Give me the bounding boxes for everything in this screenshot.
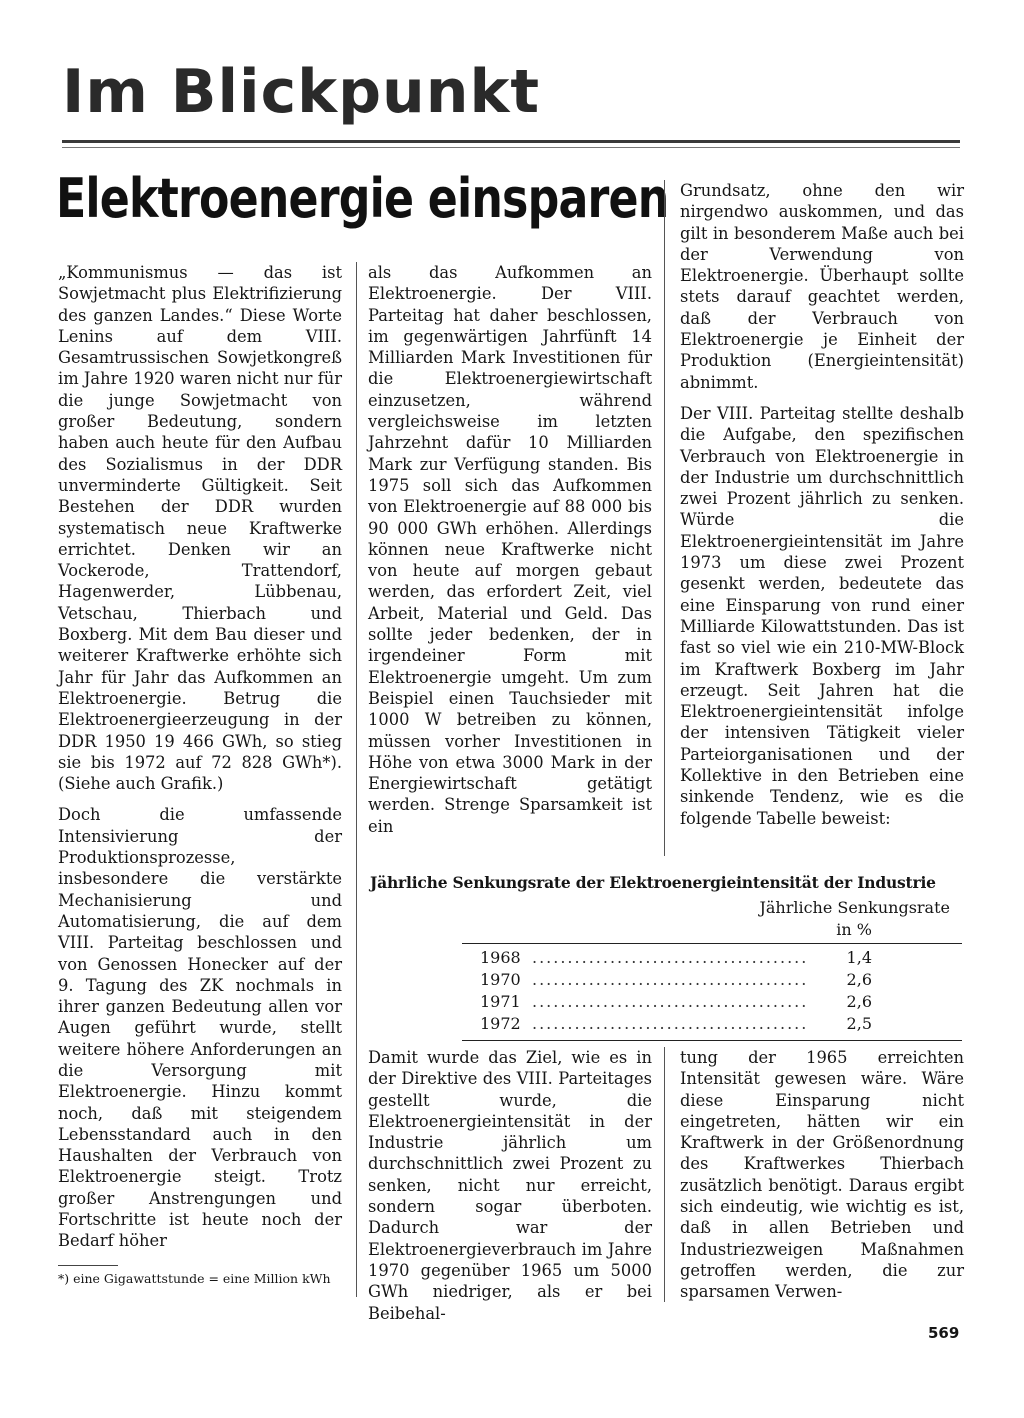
table-rate: 2,6 <box>846 970 872 989</box>
paragraph: tung der 1965 erreichten Intensität gewesen wäre. Wäre diese Einsparung nicht eingetreten, hätten wir ein Kraftwerk in der Größenordnung des Kraftwerkes Thierbach zusätzlich benötigt. Daraus ergibt sich eindeutig, wie wichtig es ist, daß in allen Betrieben und Industriezweigen Maßnahmen getroffen werden, die zur sparsamen Verwen- <box>680 1048 964 1302</box>
table-year: 1972 <box>480 1014 521 1033</box>
table-year: 1970 <box>480 970 521 989</box>
paragraph: als das Aufkommen an Elektroenergie. Der VIII. Parteitag hat daher beschlossen, im gegenwärtigen Jahrfünft 14 Milliarden Mark Investitionen für die Elektroenergiewirtschaft einzusetzen, während vergleichsweise im letzten Jahrzehnt dafür 10 Milliarden Mark zur Verfügung standen. Bis 1975 soll sich das Aufkommen von Elektroenergie auf 88 000 bis 90 000 GWh erhöhen. Allerdings können neue Kraftwerke nicht von heute auf morgen gebaut werden, das erfordert Zeit, viel Arbeit, Material und Geld. Das sollte jeder bedenken, der in irgendeiner Form mit Elektroenergie umgeht. Um zum Beispiel einen Tauchsieder mit 1000 W betreiben zu können, müssen vorher Investitionen in Höhe von etwa 3000 Mark in der Energiewirtschaft getätigt werden. Strenge Sparsamkeit ist ein <box>368 263 652 836</box>
table-rule-top <box>462 943 962 944</box>
section-heading: Im Blickpunkt <box>62 57 541 127</box>
table-header <box>700 897 950 941</box>
paragraph: „Kommunismus — das ist Sowjetmacht plus Elektrifizierung des ganzen Landes.“ Diese Worte Lenins auf dem VIII. Gesamtrussischen Sowjetkongreß im Jahre 1920 waren nicht nur für die junge Sowjetmacht von großer Bedeutung, sondern haben auch heute für den Aufbau des Sozialismus in der DDR unverminderte Gültigkeit. Seit Bestehen der DDR wurden systematisch neue Kraftwerke errichtet. Denken wir an Vockerode, Trattendorf, Hagenwerder, Lübbenau, Vetschau, Thierbach und Boxberg. Mit dem Bau dieser und weiterer Kraftwerke erhöhte sich Jahr für Jahr das Aufkommen an Elektroenergie. Betrug die Elektroenergieerzeugung in der DDR 1950 19 466 GWh, so stieg sie bis 1972 auf 72 828 GWh*). (Siehe auch Grafik.) <box>58 263 342 794</box>
table-leader-dots: ....................................... <box>532 948 809 967</box>
table-leader-dots: ....................................... <box>532 1014 809 1033</box>
table-leader-dots: ....................................... <box>532 970 809 989</box>
table-rule-bottom <box>462 1040 962 1041</box>
table-rate: 2,5 <box>846 1014 872 1033</box>
footnote-rule <box>58 1265 118 1266</box>
table-header-label: Jährliche Senkungsrate <box>759 898 950 917</box>
column-divider <box>664 1047 665 1302</box>
footnote: *) eine Gigawattstunde = eine Million kWh <box>58 1271 331 1286</box>
article-column-1 <box>58 262 342 1252</box>
article-column-5 <box>680 1047 964 1303</box>
header-rule-thin <box>62 147 960 148</box>
article-column-3 <box>680 180 964 829</box>
paragraph: Grundsatz, ohne den wir nirgendwo auskommen, und das gilt in besonderem Maße auch bei der Verwendung von Elektroenergie. Überhaupt sollte stets darauf geachtet werden, daß der Verbrauch von Elektroenergie je Einheit der Produktion (Energieintensität) abnimmt. <box>680 181 964 392</box>
table-year: 1968 <box>480 948 521 967</box>
table-header-unit: in % <box>836 920 872 939</box>
paragraph: Doch die umfassende Intensivierung der Produktionsprozesse, insbesondere die verstärkte Mechanisierung und Automatisierung, die auf dem VIII. Parteitag beschlossen und von Genossen Honecker auf der 9. Tagung des ZK nochmals in ihrer ganzen Bedeutung allen vor Augen geführt wurde, stellt weitere höhere Anforderungen an die Versorgung mit Elektroenergie. Hinzu kommt noch, daß mit steigendem Lebensstandard auch in den Haushalten der Verbrauch von Elektroenergie steigt. Trotz großer Anstrengungen und Fortschritte ist heute noch der Bedarf höher <box>58 805 342 1251</box>
header-rule <box>62 140 960 143</box>
paragraph: Damit wurde das Ziel, wie es in der Direktive des VIII. Parteitages gestellt wurde, die Elektroenergieintensität in der Industrie jährlich um durchschnittlich zwei Prozent zu senken, nicht nur erreicht, sondern sogar überboten. Dadurch war der Elektroenergieverbrauch im Jahre 1970 gegenüber 1965 um 5000 GWh niedriger, als er bei Beibehal- <box>368 1048 652 1323</box>
table-rate: 1,4 <box>846 948 872 967</box>
table-rate: 2,6 <box>846 992 872 1011</box>
table-title: Jährliche Senkungsrate der Elektroenergieintensität der Industrie <box>370 873 936 892</box>
article-column-2 <box>368 262 652 837</box>
table-row <box>480 969 872 991</box>
table-year: 1971 <box>480 992 521 1011</box>
headline: Elektroenergie einsparen <box>56 167 669 230</box>
paragraph: Der VIII. Parteitag stellte deshalb die Aufgabe, den spezifischen Verbrauch von Elektroenergie in der Industrie um durchschnittlich zwei Prozent jährlich zu senken. Würde die Elektroenergieintensität im Jahre 1973 um diese zwei Prozent gesenkt werden, bedeutete das eine Einsparung von rund einer Milliarde Kilowattstunden. Das ist fast so viel wie ein 210-MW-Block im Kraftwerk Boxberg im Jahr erzeugt. Seit Jahren hat die Elektroenergieintensität infolge der intensiven Tätigkeit vieler Parteiorganisationen und der Kollektive in den Betrieben eine sinkende Tendenz, wie es die folgende Tabelle beweist: <box>680 403 964 828</box>
article-column-4 <box>368 1047 652 1324</box>
column-divider <box>664 180 665 856</box>
table-row <box>480 947 872 969</box>
table-row <box>480 1013 872 1035</box>
column-divider <box>356 262 357 1297</box>
page-number: 569 <box>928 1324 960 1342</box>
table-leader-dots: ....................................... <box>532 992 809 1011</box>
table-row <box>480 991 872 1013</box>
